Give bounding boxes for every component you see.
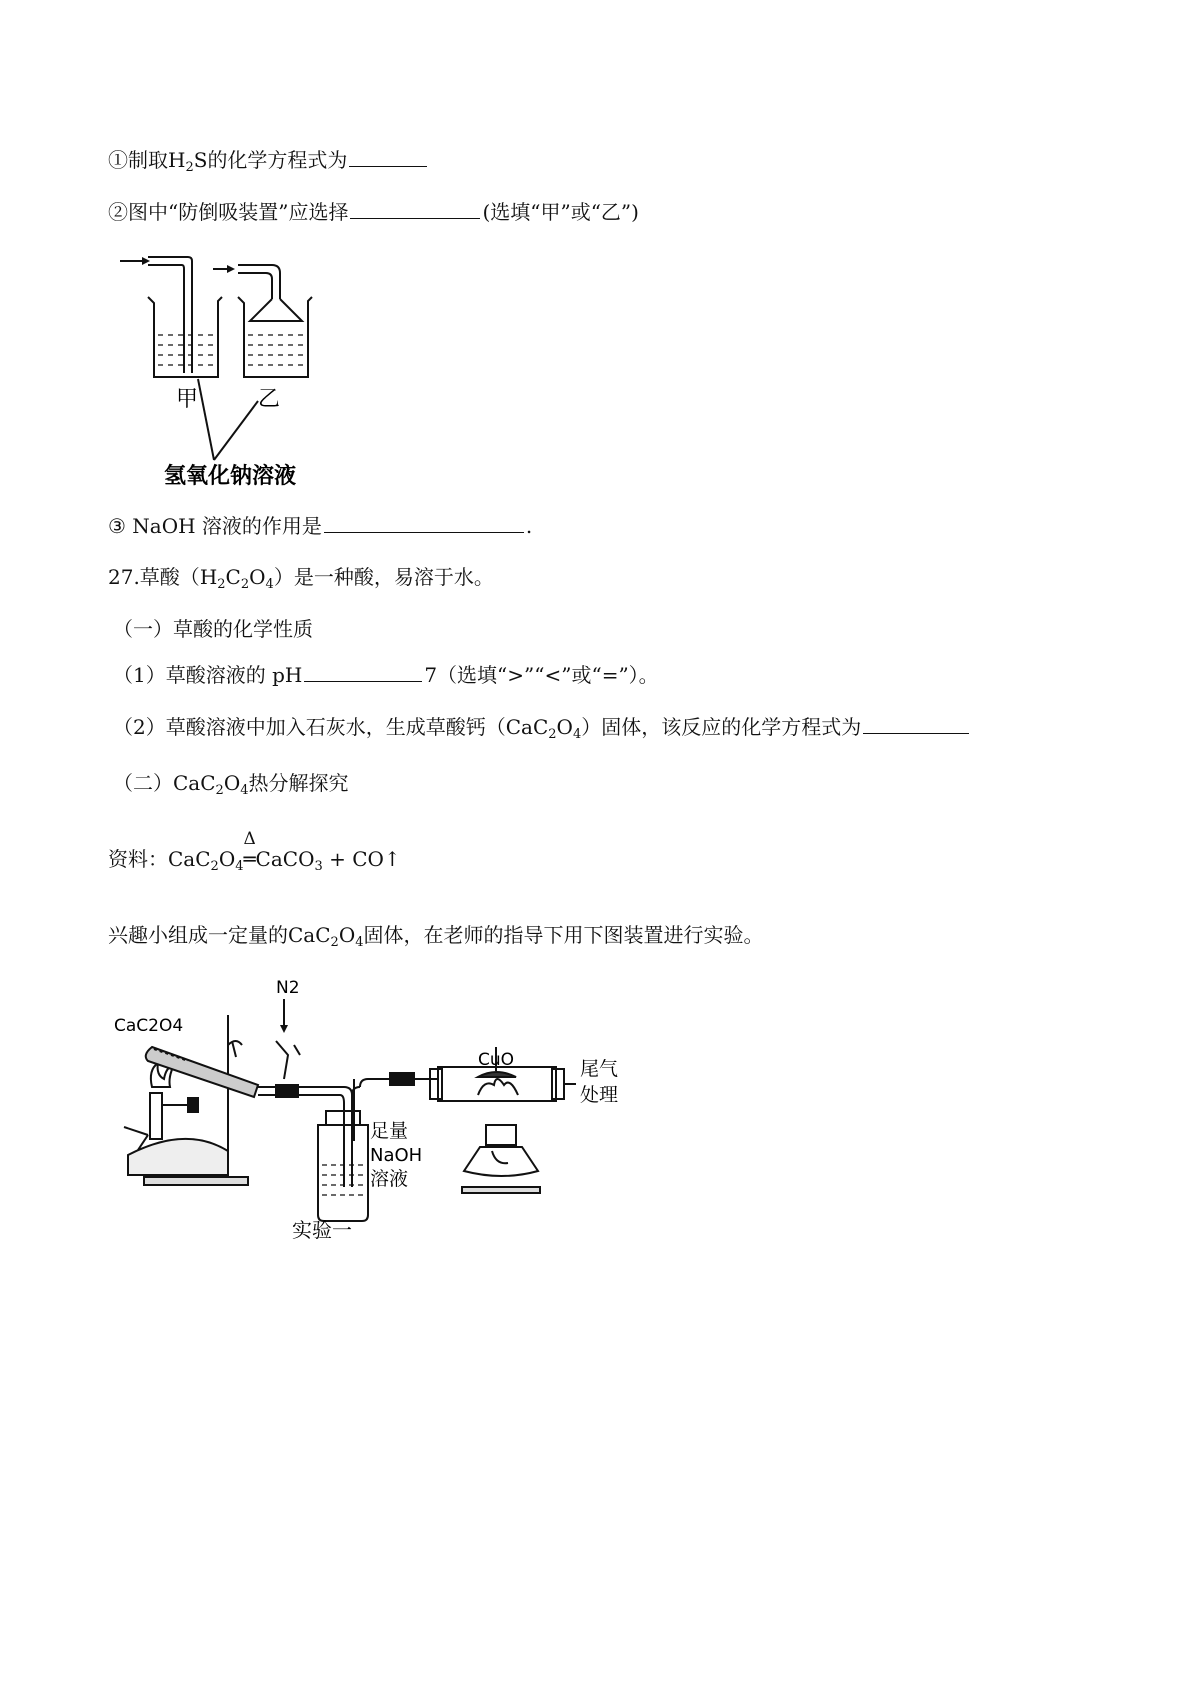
answer-blank[interactable] <box>304 661 422 682</box>
q27-title: 27.草酸$(H_2C_2O_4)$是一种酸，易溶于水。 <box>108 565 494 592</box>
label-tail-gas-2: 处理 <box>580 1084 619 1106</box>
q26-item3: ③ NaOH 溶液的作用是 . <box>108 514 533 538</box>
label-cuo: CuO <box>478 1050 515 1070</box>
answer-blank[interactable] <box>350 198 480 219</box>
q27-intro: 兴趣小组成一定量的$CaC_2O_4$固体，在老师的指导下用下图装置进行实验。 <box>108 923 764 950</box>
label-jia: 甲 <box>176 387 199 412</box>
section-2-heading: （二）$CaC_2O_4$热分解探究 <box>113 771 349 798</box>
figure-caption: 实验一 <box>292 1218 352 1242</box>
heat-condition: Δ ═ <box>243 829 256 871</box>
section-1-heading: （一）草酸的化学性质 <box>113 617 313 641</box>
label-naoh-3: 溶液 <box>370 1168 409 1190</box>
answer-blank[interactable] <box>324 512 524 533</box>
q27-p1: （1）草酸溶液的 pH 7（选填“>”“<”或“=”）。 <box>113 663 659 687</box>
q26-item2: ②图中“防倒吸装置”应选择 (选填“甲”或“乙”) <box>108 200 639 224</box>
label-cac2o4: CaC2O4 <box>114 1016 184 1036</box>
q27-p2: （2）草酸溶液中加入石灰水，生成草酸钙$(CaC_2O_4)$固体，该反应的化学方程式为 <box>113 713 971 741</box>
beaker-figure <box>110 245 370 505</box>
label-n2: N2 <box>276 978 300 998</box>
answer-blank[interactable] <box>863 713 969 734</box>
reference-equation: 资料：$CaC_2O_4$ Δ ═CaCO$_3$ + CO↑ <box>108 829 401 874</box>
naoh-solution-caption: 氢氧化钠溶液 <box>164 464 297 489</box>
experiment-apparatus-figure <box>108 975 638 1245</box>
label-naoh-2: NaOH <box>370 1145 423 1166</box>
label-naoh-1: 足量 <box>370 1120 409 1142</box>
q26-item1: ①制取$H_2S$的化学方程式为 <box>108 146 429 174</box>
answer-blank[interactable] <box>349 146 427 167</box>
label-tail-gas-1: 尾气 <box>580 1058 619 1080</box>
label-yi: 乙 <box>258 387 281 412</box>
